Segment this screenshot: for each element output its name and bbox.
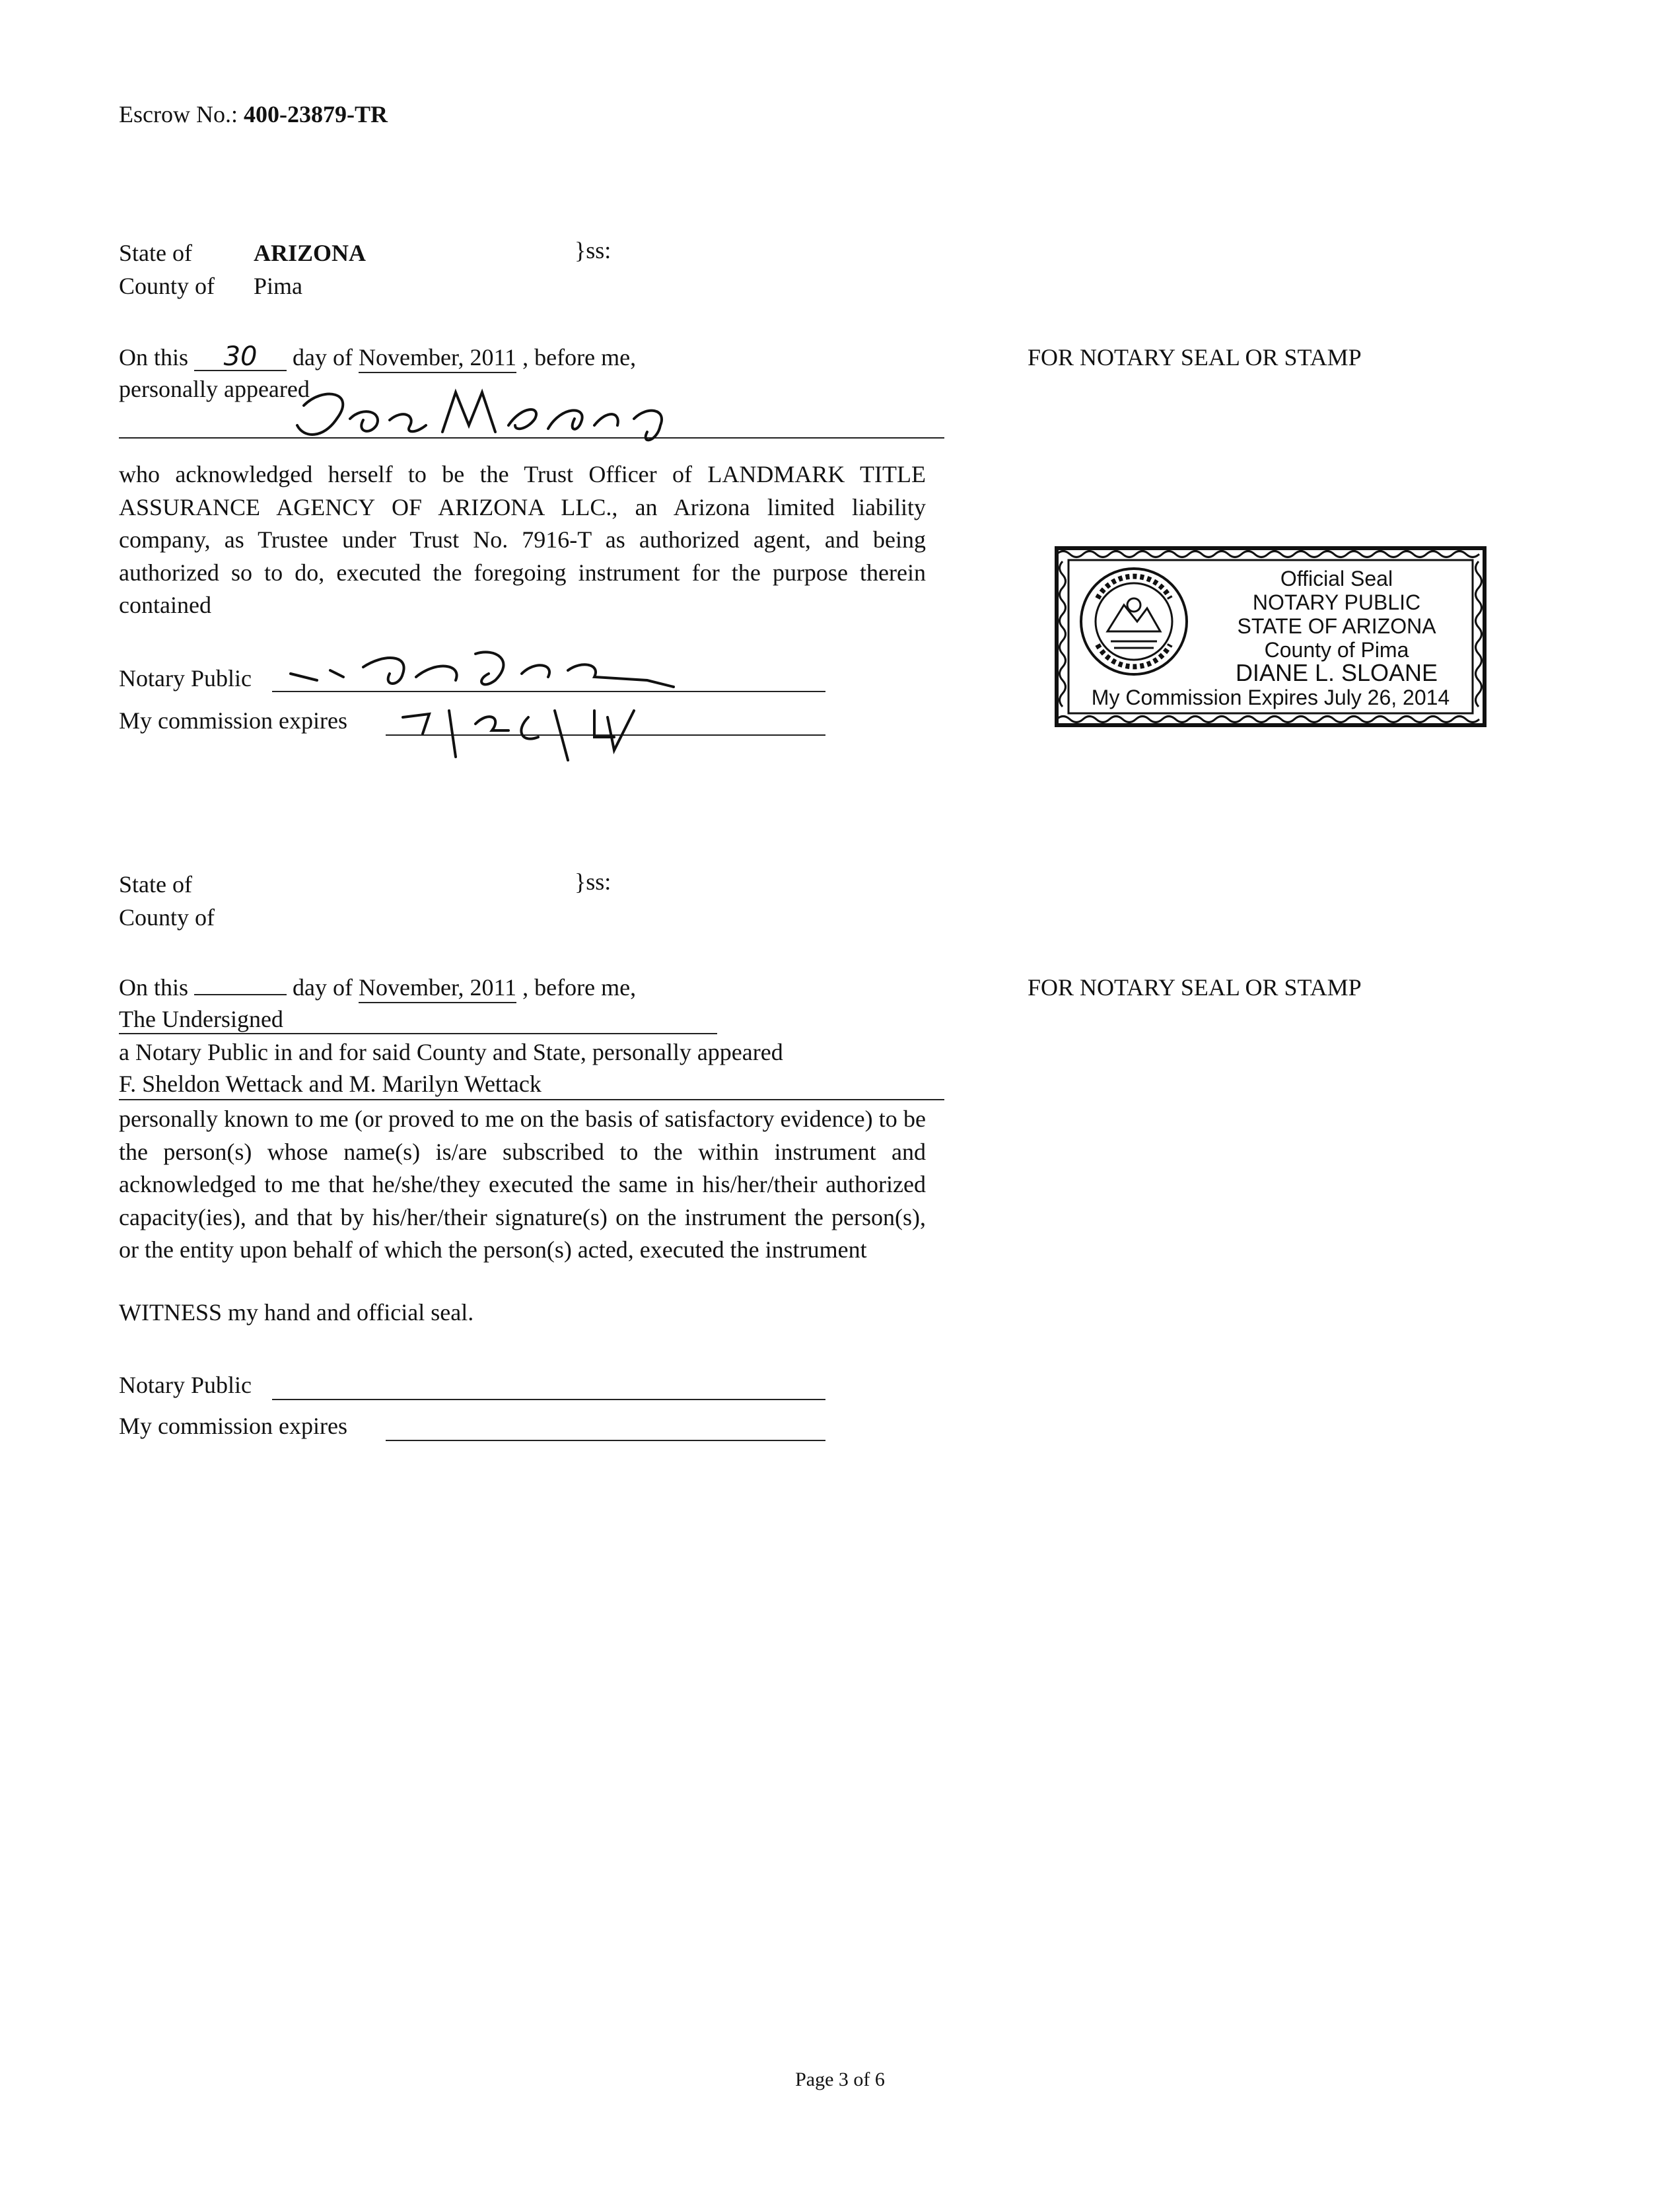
arizona-seal-icon <box>1078 565 1190 678</box>
on-this-line-2 <box>119 974 636 1003</box>
day-of-label: day of <box>293 344 353 371</box>
stamp-line-6: My Commission Expires July 26, 2014 <box>1091 686 1450 709</box>
names-2: F. Sheldon Wettack and M. Marilyn Wettack <box>119 1071 542 1097</box>
county-label-1: County of <box>119 273 215 299</box>
stamp-line-5: DIANE L. SLOANE <box>1235 659 1438 686</box>
ss-2: }ss: <box>575 869 612 895</box>
before-me-label: , before me, <box>522 344 637 371</box>
stamp-line-2: NOTARY PUBLIC <box>1252 590 1421 614</box>
body-paragraph-2: personally known to me (or proved to me on the basis of satisfactory evidence) to be the person(s) whose name(s) is/are subscribed to the within instrument and acknowledged to me that he/she/they executed the same in his/her/their authorized capacity(ies), and that by his/her/their signature(s) on the instrument the person(s), or the entity upon behalf of which the person(s) acted, executed the instrument <box>119 1106 926 1263</box>
notary-line-2: a Notary Public in and for said County and State, personally appeared <box>119 1039 783 1065</box>
acknowledgment-paragraph: who acknowledged herself to be the Trust Officer of LANDMARK TITLE ASSURANCE AGENCY OF ARIZONA LLC., an Arizona limited liability company, as Trustee under Trust No. 7916-T as authorized agent, and being authorized so to do, executed the foregoing instrument for the purpose therein contained <box>119 461 926 618</box>
notary-public-label-1: Notary Public <box>119 665 252 691</box>
seal-label-1: FOR NOTARY SEAL OR STAMP <box>1028 344 1362 371</box>
date-1: November, 2011 <box>359 343 516 373</box>
state-value-1: ARIZONA <box>254 240 367 266</box>
commission-line-2 <box>386 1440 825 1441</box>
witness-2: WITNESS my hand and official seal. <box>119 1299 474 1326</box>
state-label-2: State of <box>119 871 192 898</box>
day-of-label-2: day of <box>293 974 353 1001</box>
stamp-line-3: STATE OF ARIZONA <box>1237 614 1436 638</box>
county-value-1: Pima <box>254 273 303 299</box>
notary-public-label-2: Notary Public <box>119 1372 252 1398</box>
notary-signature <box>277 641 687 700</box>
names-line <box>119 1099 944 1100</box>
notary-stamp <box>1054 546 1487 728</box>
stamp-line-4: County of Pima <box>1264 638 1409 662</box>
appeared-signature <box>277 379 687 452</box>
seal-label-2: FOR NOTARY SEAL OR STAMP <box>1028 974 1362 1001</box>
day-value-handwritten: 30 <box>223 341 258 372</box>
undersigned-2: The Undersigned <box>119 1006 283 1032</box>
escrow-line <box>119 100 388 129</box>
commission-label-1: My commission expires <box>119 707 347 734</box>
ss-1: }ss: <box>575 237 612 264</box>
commission-label-2: My commission expires <box>119 1413 347 1439</box>
personally-appeared-1: personally appeared <box>119 376 310 402</box>
undersigned-line <box>119 1033 717 1034</box>
on-this-label-2: On this <box>119 974 189 1001</box>
commission-date-handwritten <box>396 697 674 763</box>
day-field-1[interactable] <box>194 343 287 371</box>
before-me-label-2: , before me, <box>522 974 637 1001</box>
state-label-1: State of <box>119 240 192 266</box>
page-number: Page 3 of 6 <box>795 2069 885 2090</box>
on-this-line-1 <box>119 343 636 373</box>
notary-public-line-2 <box>272 1399 825 1400</box>
county-label-2: County of <box>119 904 215 931</box>
date-2: November, 2011 <box>359 974 516 1003</box>
escrow-number: 400-23879-TR <box>243 101 388 127</box>
day-field-2[interactable] <box>194 974 287 995</box>
escrow-label: Escrow No.: <box>119 101 238 127</box>
stamp-line-1: Official Seal <box>1280 567 1393 590</box>
on-this-label: On this <box>119 344 189 371</box>
